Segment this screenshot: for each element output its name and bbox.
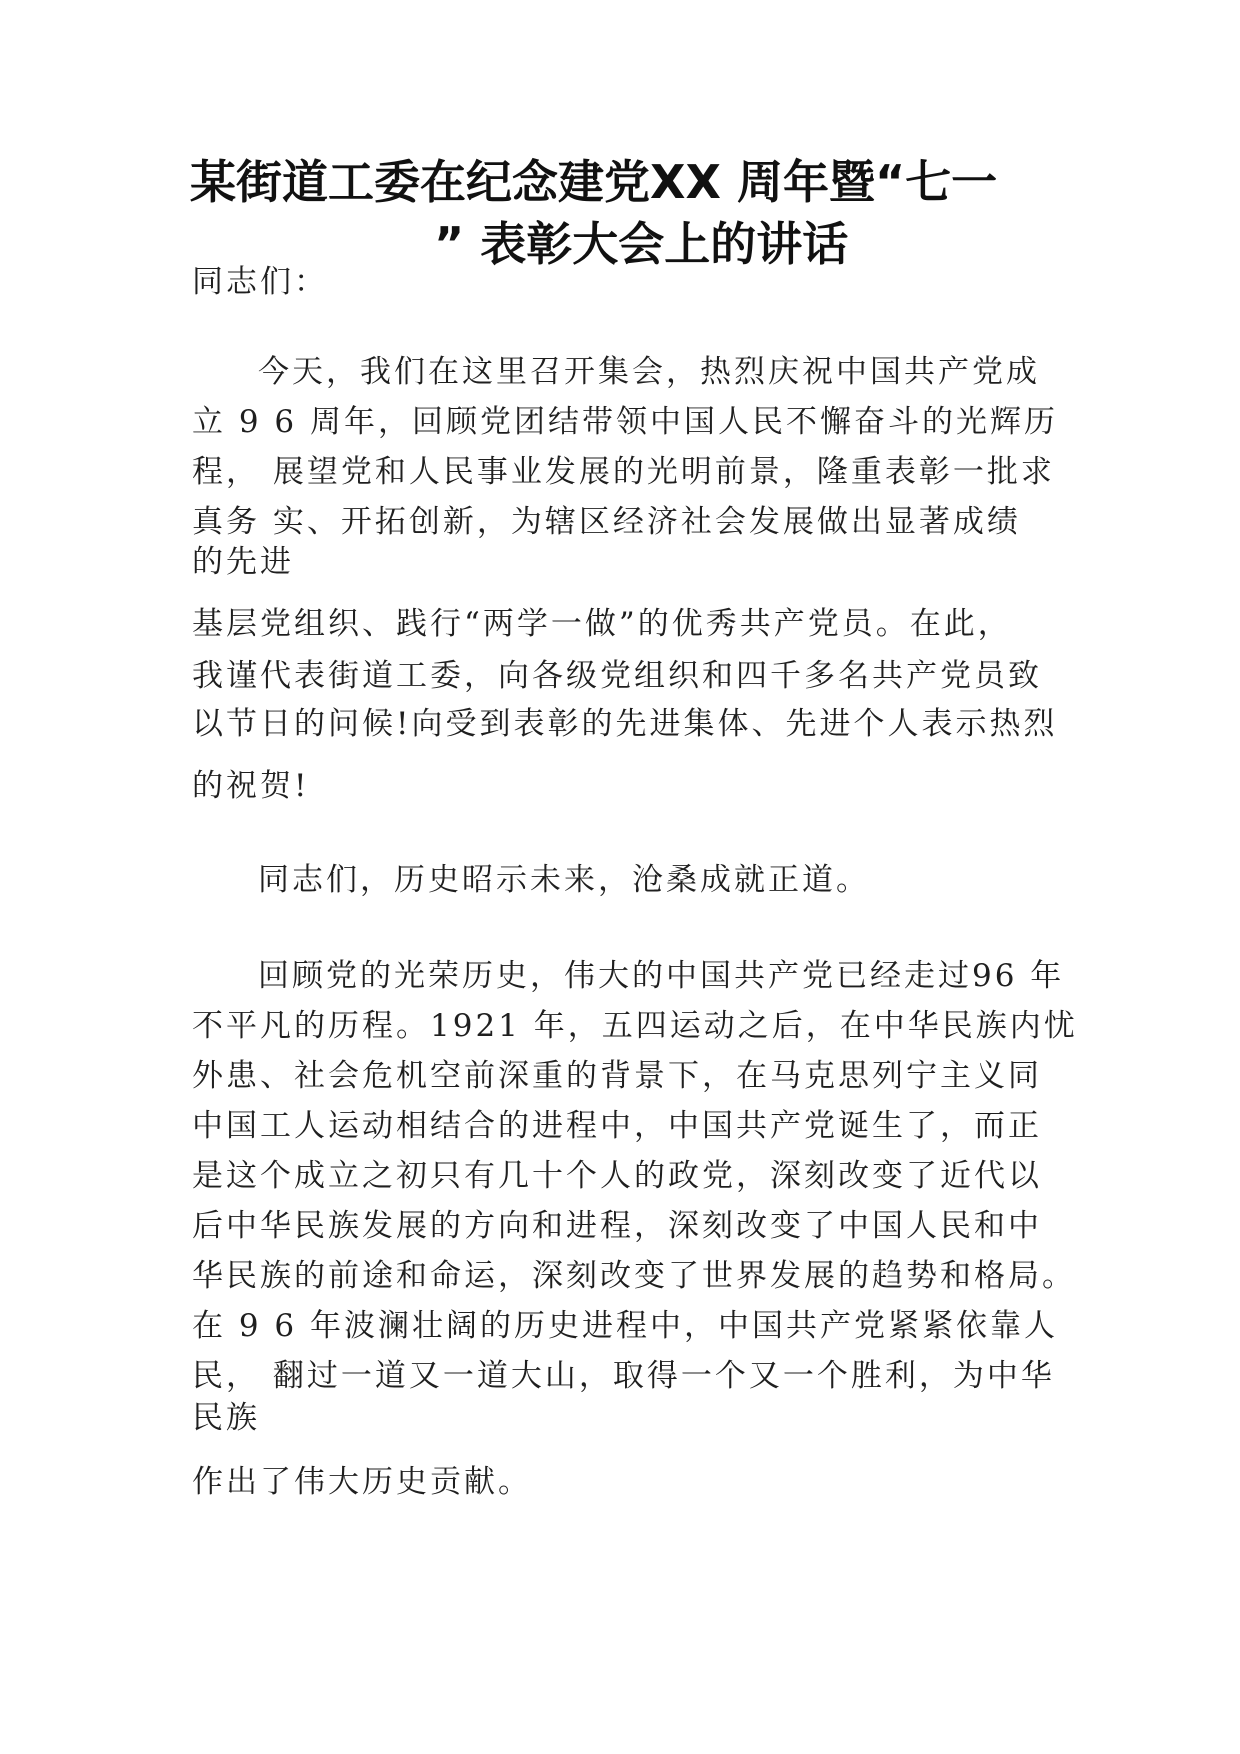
paragraph-4-line: 是这个成立之初只有几十个人的政党，深刻改变了近代以 [192,1158,1042,1194]
paragraph-4-line: 民， 翻过一道又一道大山，取得一个又一个胜利，为中华 [192,1358,1055,1394]
paragraph-1-line: 真务 实、开拓创新，为辖区经济社会发展做出显著成绩 [192,504,1021,540]
paragraph-2-line: 的祝贺! [192,768,310,804]
document-title-line-2: ” 表彰大会上的讲话 [434,217,849,271]
paragraph-1-line: 程， 展望党和人民事业发展的光明前景，隆重表彰一批求 [192,454,1055,490]
paragraph-3-line: 同志们，历史昭示未来，沧桑成就正道。 [258,862,870,898]
paragraph-1-line: 立 9 6 周年，回顾党团结带领中国人民不懈奋斗的光辉历 [192,404,1059,440]
paragraph-4-line: 华民族的前途和命运，深刻改变了世界发展的趋势和格局。 [192,1258,1076,1294]
paragraph-2-line: 我谨代表街道工委，向各级党组织和四千多名共产党员致 [192,658,1042,694]
paragraph-4-line: 中国工人运动相结合的进程中，中国共产党诞生了，而正 [192,1108,1042,1144]
document-title-line-1: 某街道工委在纪念建党XX 周年暨“七一 [190,155,998,209]
paragraph-1-line: 今天，我们在这里召开集会，热烈庆祝中国共产党成 [258,354,1040,390]
paragraph-4-line: 在 9 6 年波澜壮阔的历史进程中，中国共产党紧紧依靠人 [192,1308,1059,1344]
paragraph-4-line: 作出了伟大历史贡献。 [192,1464,532,1500]
paragraph-4-line: 回顾党的光荣历史，伟大的中国共产党已经走过96 年 [258,958,1065,994]
paragraph-2-line: 以节日的问候!向受到表彰的先进集体、先进个人表示热烈 [192,706,1058,742]
paragraph-2-line: 基层党组织、践行“两学一做”的优秀共产党员。在此， [192,606,1012,642]
paragraph-1-line: 的先进 [192,544,294,580]
salutation: 同志们： [192,264,328,300]
paragraph-4-line: 后中华民族发展的方向和进程，深刻改变了中国人民和中 [192,1208,1042,1244]
paragraph-4-line: 外患、社会危机空前深重的背景下，在马克思列宁主义同 [192,1058,1042,1094]
paragraph-4-line: 民族 [192,1400,260,1436]
paragraph-4-line: 不平凡的历程。1921 年，五四运动之后，在中华民族内忧 [192,1008,1078,1044]
